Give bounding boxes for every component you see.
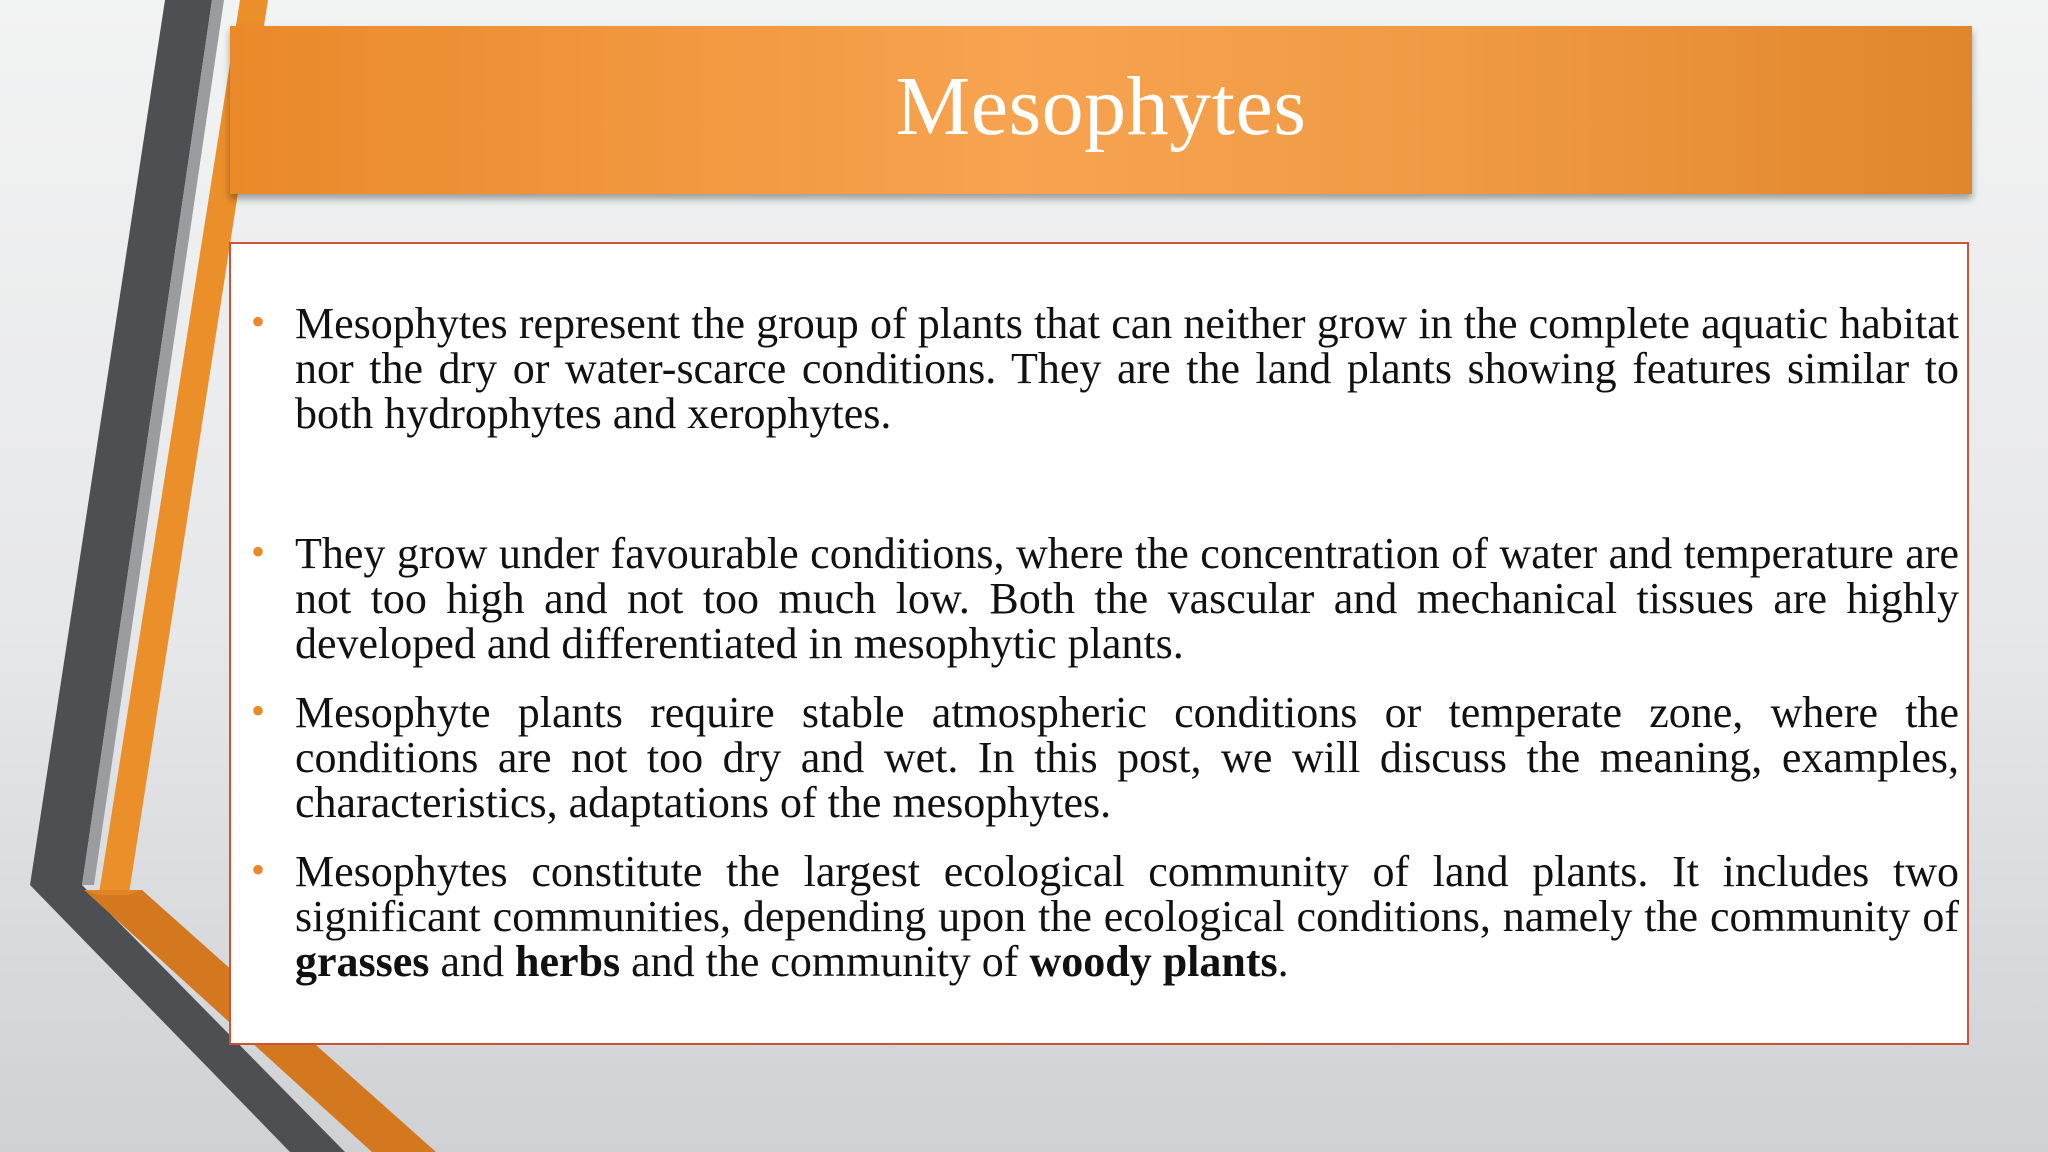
bullet-dot-icon: • bbox=[251, 688, 266, 733]
bullet-text: Mesophyte plants require stable atmospheric conditions or temperate zone, where the conditions are not too dry and wet. In this post, we will discuss the meaning, examples, characteristics, adaptations of the mesophytes. bbox=[295, 688, 1959, 827]
bullet-dot-icon: • bbox=[251, 847, 266, 892]
bullet-item bbox=[251, 688, 1959, 827]
bold-term-herbs: herbs bbox=[514, 937, 621, 986]
bullet-text-part: . bbox=[1277, 937, 1289, 986]
bullet-item bbox=[251, 299, 1959, 438]
content-box bbox=[229, 242, 1969, 1045]
title-bar bbox=[230, 26, 1972, 194]
bullet-text: Mesophytes represent the group of plants that can neither grow in the complete aquatic habitat nor the dry or water-scarce conditions. They are the land plants showing features similar to both hydrophytes and xerophytes. bbox=[295, 299, 1959, 438]
slide-title: Mesophytes bbox=[895, 59, 1307, 153]
bullet-text bbox=[295, 847, 1959, 986]
bullet-item bbox=[251, 847, 1959, 986]
bullet-text: They grow under favourable conditions, where the concentration of water and temperature are not too high and not too much low. Both the vascular and mechanical tissues are highly developed and differentiated in mesophytic plants. bbox=[295, 529, 1959, 668]
bullet-text-part: and the community of bbox=[620, 937, 1030, 986]
bold-term-grasses: grasses bbox=[295, 937, 430, 986]
bullet-text-part: and bbox=[429, 937, 515, 986]
bullet-dot-icon: • bbox=[251, 299, 266, 344]
bullet-dot-icon: • bbox=[251, 529, 266, 574]
bullet-item bbox=[251, 529, 1959, 668]
bullet-text-part: Mesophytes constitute the largest ecological community of land plants. It includes two significant communities, depending upon the ecological conditions, namely the community of bbox=[295, 847, 1959, 941]
bold-term-woody-plants: woody plants bbox=[1029, 937, 1278, 986]
